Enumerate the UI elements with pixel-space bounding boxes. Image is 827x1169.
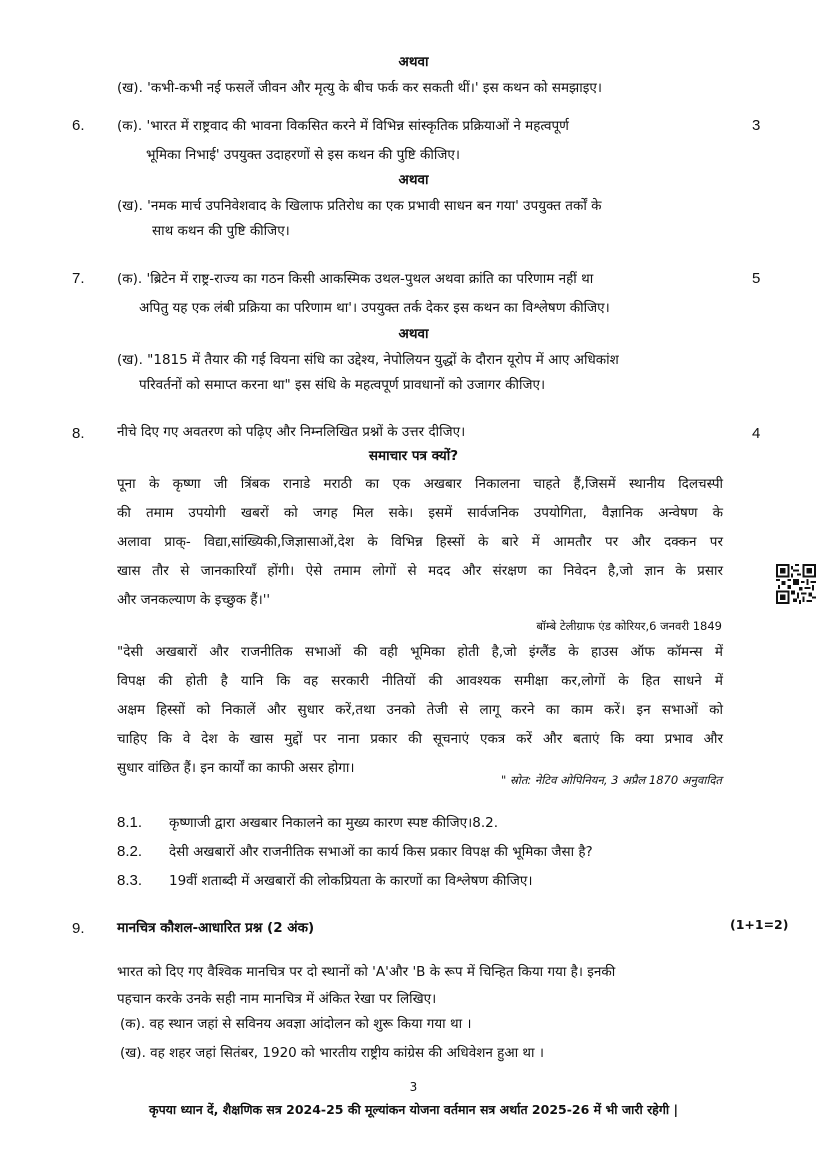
page-number: 3 <box>409 1080 418 1094</box>
q6-number: 6. <box>72 117 85 134</box>
q8-passage-1-line: अलावा प्राक्- विद्या,सांख्यिकी,जिज्ञासाओं,देश के विभिन्न हिस्सों के बारे में आमतौर पर और दक्कन पर <box>117 534 723 550</box>
q8-passage-2-line: सुधार वांछित हैं। इन कार्यों का काफी असर होगा। <box>117 760 355 776</box>
q6-option-ka-line1: (क). 'भारत में राष्ट्रवाद की भावना विकसित करने में विभिन्न सांस्कृतिक प्रक्रियाओं ने महत्वपूर्ण <box>117 118 569 134</box>
q7-option-ka-line1: (क). 'ब्रिटेन में राष्ट्र-राज्य का गठन किसी आकस्मिक उथल-पुथल अथवा क्रांति का परिणाम नहीं था <box>117 271 594 287</box>
q6-athva: अथवा <box>398 172 429 188</box>
q6-option-ka-line2: भूमिका निभाई' उपयुक्त उदाहरणों से इस कथन की पुष्टि कीजिए। <box>146 147 460 163</box>
q5-option-kha: (ख). 'कभी-कभी नई फसलें जीवन और मृत्यु के बीच फर्क कर सकती थीं।' इस कथन को समझाइए। <box>117 80 602 96</box>
q7-option-kha-line1: (ख). "1815 में तैयार की गई वियना संधि का उद्देश्य, नेपोलियन युद्धों के दौरान यूरोप में आए अधिकांश <box>117 352 619 368</box>
q8-passage-2-line: अक्षम हिस्सों को निकालें और सुधार करें,तथा उनको तेजी से लागू करने का काम करें। इन सभाओं को <box>117 702 723 718</box>
q8-subquestion-text: 19वीं शताब्दी में अखबारों की लोकप्रियता के कारणों का विश्लेषण कीजिए। <box>169 873 533 889</box>
q7-number: 7. <box>72 270 85 287</box>
q7-option-ka-line2: अपितु यह एक लंबी प्रक्रिया का परिणाम था'। उपयुक्त तर्क देकर इस कथन का विश्लेषण कीजिए। <box>139 300 610 316</box>
q8-subquestion-number: 8.3. <box>117 872 143 889</box>
q9-option-kha: (ख). वह शहर जहां सितंबर, 1920 को भारतीय राष्ट्रीय कांग्रेस की अधिवेशन हुआ था । <box>120 1045 544 1061</box>
q8-passage-1-line: और जनकल्याण के इच्छुक हैं।'' <box>117 592 271 608</box>
q5-athva: अथवा <box>398 54 429 70</box>
q8-passage-1-line: की तमाम उपयोगी खबरों को जगह मिल सके। इसमें सार्वजनिक उपयोगिता, वैज्ञानिक अन्वेषण के <box>117 505 723 521</box>
q9-intro-line2: पहचान करके उनके सही नाम मानचित्र में अंकित रेखा पर लिखिए। <box>117 991 437 1007</box>
q8-passage-title: समाचार पत्र क्यों? <box>368 448 459 464</box>
q6-option-kha-line2: साथ कथन की पुष्टि कीजिए। <box>152 223 290 239</box>
q9-intro-line1: भारत को दिए गए वैश्विक मानचित्र पर दो स्थानों को 'A'और 'B के रूप में चिन्हित किया गया है। इनकी <box>117 964 616 980</box>
q8-subquestion-number: 8.1. <box>117 814 143 831</box>
q8-subquestion-text: कृष्णाजी द्वारा अखबार निकालने का मुख्य कारण स्पष्ट कीजिए।8.2. <box>169 815 499 831</box>
q8-passage-2-line: विपक्ष की होती है यानि कि वह सरकारी नीतियों की आवश्यक समीक्षा कर,लोगों के हित साधने में <box>117 673 723 689</box>
q8-passage-1-line: पूना के कृष्णा जी त्रिंबक रानाडे मराठी का एक अखबार निकालना चाहते हैं,जिसमें स्थानीय दिलचस्पी <box>117 476 723 492</box>
q6-marks: 3 <box>752 117 761 134</box>
footer-notice: कृपया ध्यान दें, शैक्षणिक सत्र 2024-25 की मूल्यांकन योजना वर्तमान सत्र अर्थात 2025-26 में भी जारी रहेगी | <box>148 1102 679 1117</box>
q8-source-2: " स्रोत: नेटिव ओपिनियन, 3 अप्रैल 1870 अनुवादित <box>501 773 722 787</box>
q6-option-kha-line1: (ख). 'नमक मार्च उपनिवेशवाद के खिलाफ प्रतिरोध का एक प्रभावी साधन बन गया' उपयुक्त तर्कों के <box>117 198 602 214</box>
q9-marks: (1+1=2) <box>730 917 789 932</box>
q8-passage-1-line: खास तौर से जानकारियाँ होंगी। ऐसे तमाम लोगों से मदद और संरक्षण का निवेदन है,जो ज्ञान के प्रसार <box>117 563 723 579</box>
q8-subquestion-text: देसी अखबारों और राजनीतिक सभाओं का कार्य किस प्रकार विपक्ष की भूमिका जैसा है? <box>169 844 593 860</box>
q8-passage-2 <box>117 638 723 783</box>
q8-source-1: बॉम्बे टेलीग्राफ एंड कोरियर,6 जनवरी 1849 <box>536 619 722 633</box>
q8-intro: नीचे दिए गए अवतरण को पढ़िए और निम्नलिखित प्रश्नों के उत्तर दीजिए। <box>117 424 466 440</box>
q8-passage-2-line: चाहिए कि वे देश के खास मुद्दों पर नाना प्रकार की सूचनाएं एकत्र करें और बताएं कि क्या प्रभाव और <box>117 731 723 747</box>
q8-number: 8. <box>72 425 85 442</box>
q9-number: 9. <box>72 920 85 937</box>
q9-option-ka: (क). वह स्थान जहां से सविनय अवज्ञा आंदोलन को शुरू किया गया था । <box>120 1016 472 1032</box>
qr-code-icon <box>776 564 816 604</box>
q8-subquestion-number: 8.2. <box>117 843 143 860</box>
q8-passage-1 <box>117 470 723 615</box>
q7-option-kha-line2: परिवर्तनों को समाप्त करना था" इस संधि के महत्वपूर्ण प्रावधानों को उजागर कीजिए। <box>139 377 546 393</box>
q8-marks: 4 <box>752 425 761 442</box>
q7-athva: अथवा <box>398 326 429 342</box>
q7-marks: 5 <box>752 270 761 287</box>
q9-heading: मानचित्र कौशल-आधारित प्रश्न (2 अंक) <box>117 920 315 936</box>
q8-passage-2-line: "देसी अखबारों और राजनीतिक सभाओं की वही भूमिका होती है,जो इंग्लैंड के हाउस ऑफ कॉमन्स में <box>117 644 723 660</box>
